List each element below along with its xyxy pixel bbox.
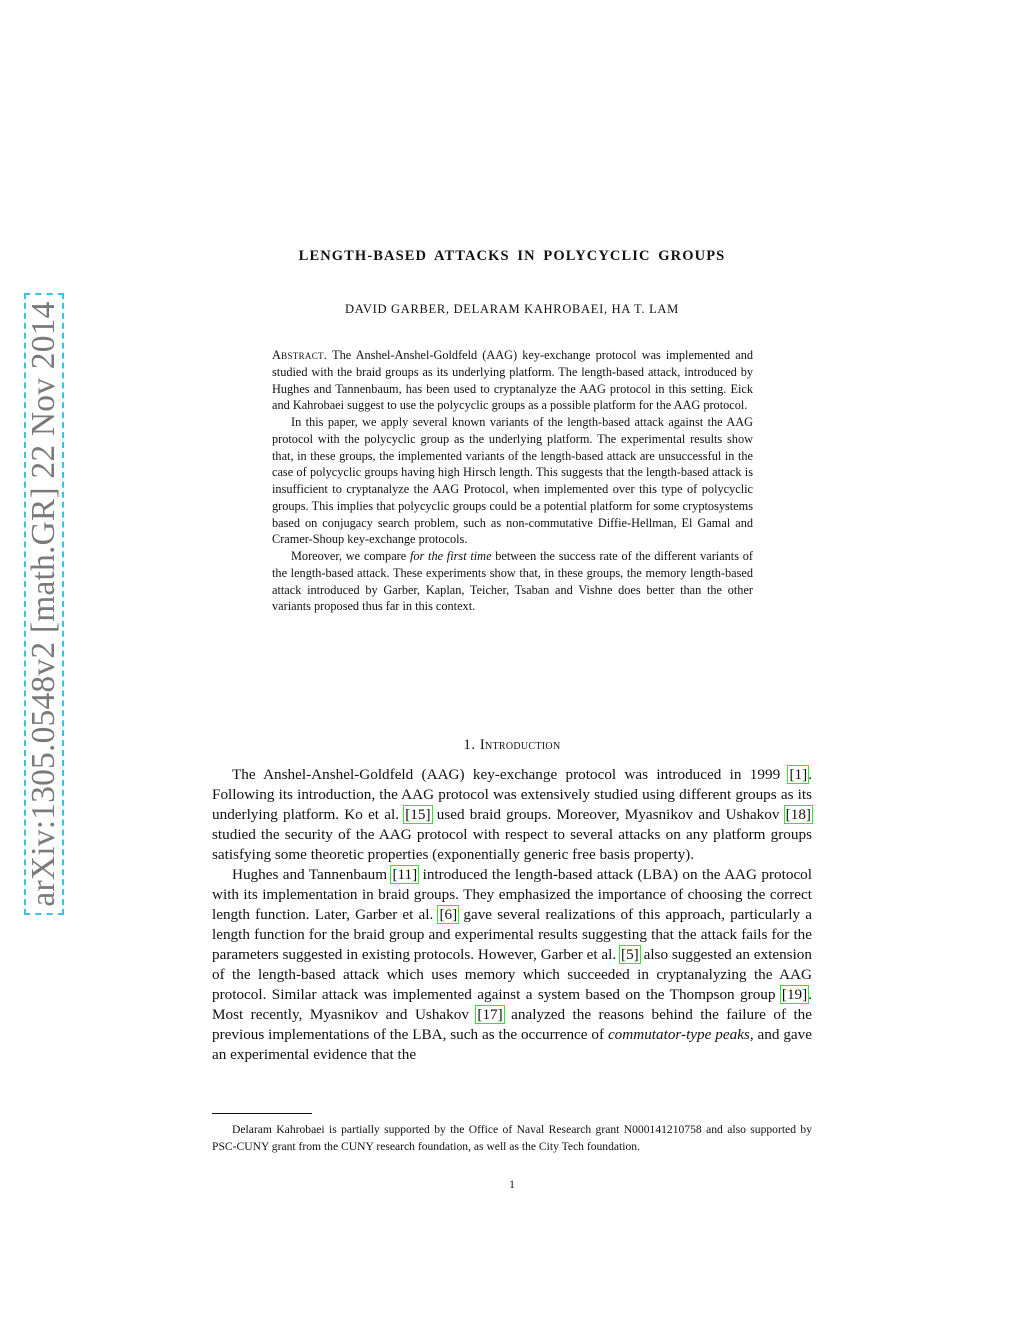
intro-p1-text: The Anshel-Anshel-Goldfeld (AAG) key-exchange protocol was introduced in 1999: [232, 766, 789, 783]
abstract-paragraph-3: [272, 548, 753, 615]
intro-p2-text: , and gave an experimental evidence that the: [212, 1026, 812, 1063]
intro-p1-text: . Following its introduction, the AAG protocol was extensively studied using different groups as its underlying platform. Ko et al.: [212, 766, 812, 823]
citation-link[interactable]: [18]: [785, 806, 811, 823]
page-number: 1: [509, 1178, 515, 1191]
funding-footnote: Delaram Kahrobaei is partially supported by the Office of Naval Research grant N000141210758 and also supported by PSC-CUNY grant from the CUNY research foundation, as well as the City Tech foundation.: [212, 1123, 812, 1153]
intro-paragraph-2: [212, 865, 812, 1065]
abstract-paragraph-2: In this paper, we apply several known variants of the length-based attack against the AAG protocol with the polycyclic group as the underlying platform. The experimental results show that, in these groups, the implemented variants of the length-based attack are unsuccessful in the case of polycyclic groups having high Hirsch length. This suggests that the length-based attack is insufficient to cryptanalyze the AAG Protocol, when implemented over this type of polycyclic groups. This implies that polycyclic groups could be a potential platform for some cryptosystems based on conjugacy search problem, such as non-commutative Diffie-Hellman, El Gamal and Cramer-Shoup key-exchange protocols.: [272, 415, 753, 547]
citation-link[interactable]: [6]: [439, 906, 458, 923]
intro-p2-text: . Most recently, Myasnikov and Ushakov: [212, 986, 812, 1023]
citation-link[interactable]: [17]: [477, 1006, 503, 1023]
section-title: Introduction: [479, 737, 561, 753]
intro-paragraph-1: [212, 765, 812, 865]
footnote-rule: [212, 1113, 312, 1114]
abstract-label: Abstract.: [272, 348, 328, 362]
intro-p2-text: Hughes and Tannenbaum: [232, 866, 392, 883]
paper-authors: DAVID GARBER, DELARAM KAHROBAEI, HA T. LAM: [345, 302, 679, 316]
intro-p2-text: gave several realizations of this approach, particularly a length function for the braid group and experimental results suggesting that the attack fails for the parameters suggested in existing protocols. However, Garber et al.: [212, 906, 812, 963]
citation-link[interactable]: [5]: [621, 946, 639, 963]
section-heading: [212, 737, 812, 754]
section-number: 1.: [463, 737, 476, 753]
intro-p2-text: also suggested an extension of the length-based attack which uses memory which succeeded in cryptanalyzing the AAG protocol. Similar attack was implemented against a system based on the Thompson group: [212, 946, 812, 1003]
abstract-text-3a: Moreover, we compare: [291, 549, 410, 563]
intro-p1-text: studied the security of the AAG protocol with respect to several attacks on any platform groups satisfying some theoretic properties (exponentially generic free basis property).: [212, 826, 812, 863]
citation-link[interactable]: [15]: [405, 806, 431, 823]
abstract-text-1: The Anshel-Anshel-Goldfeld (AAG) key-exchange protocol was implemented and studied with the braid groups as its underlying platform. The length-based attack, introduced by Hughes and Tannenbaum, has been used to cryptanalyze the AAG protocol in this setting. Eick and Kahrobaei suggest to use the polycyclic groups as a possible platform for the AAG protocol.: [272, 348, 753, 413]
arxiv-stamp: [24, 293, 64, 915]
citation-link[interactable]: [19]: [781, 986, 808, 1003]
citation-link[interactable]: [1]: [789, 766, 808, 783]
abstract-text-3b: between the success rate of the different variants of the length-based attack. These experiments show that, in these groups, the memory length-based attack introduced by Garber, Kaplan, Teicher, Tsaban and Vishne does better than the other variants proposed thus far in this context.: [272, 549, 753, 614]
intro-p2-text: analyzed the reasons behind the failure of the previous implementations of the LBA, such as the occurrence of: [212, 1006, 813, 1043]
introduction-body: [212, 765, 812, 1065]
abstract-emphasis: for the first time: [409, 549, 492, 563]
arxiv-identifier[interactable]: arXiv:1305.0548v2 [math.GR] 22 Nov 2014: [25, 301, 62, 907]
abstract: [272, 347, 753, 615]
citation-link[interactable]: [11]: [392, 866, 418, 883]
intro-p1-text: used braid groups. Moreover, Myasnikov and Ushakov: [431, 806, 785, 823]
emphasized-term: commutator-type peaks: [607, 1026, 750, 1043]
intro-p2-text: introduced the length-based attack (LBA) on the AAG protocol with its implementation in braid groups. They emphasized the importance of choosing the correct length function. Later, Garber et al.: [212, 866, 812, 923]
abstract-paragraph-1: [272, 347, 753, 414]
paper-title: LENGTH-BASED ATTACKS IN POLYCYCLIC GROUPS: [298, 248, 726, 264]
